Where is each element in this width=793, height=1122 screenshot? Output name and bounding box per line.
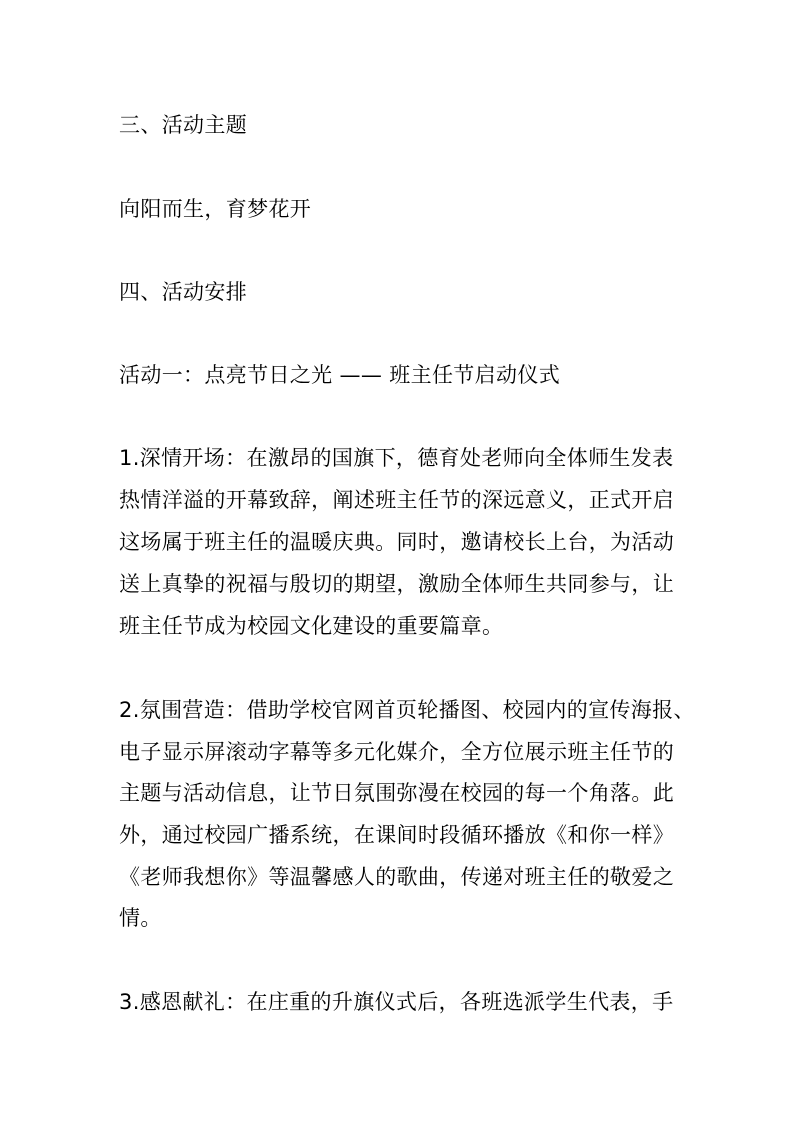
paragraph-1-line: 热情洋溢的开幕致辞，阐述班主任节的深远意义，正式开启 <box>119 488 675 512</box>
paragraph-2-line: 电子显示屏滚动字幕等多元化媒介，全方位展示班主任节的 <box>119 740 675 764</box>
section-heading-arrangement: 四、活动安排 <box>119 280 248 304</box>
paragraph-2-line: 外，通过校园广播系统，在课间时段循环播放《和你一样》 <box>119 823 675 847</box>
paragraph-2-line: 《老师我想你》等温馨感人的歌曲，传递对班主任的敬爱之 <box>119 865 675 889</box>
paragraph-2-line: 主题与活动信息，让节日氛围弥漫在校园的每一个角落。此 <box>119 781 675 805</box>
paragraph-2-line: 2.氛围营造：借助学校官网首页轮播图、校园内的宣传海报、 <box>119 698 695 722</box>
theme-text: 向阳而生，育梦花开 <box>119 197 312 221</box>
section-heading-theme: 三、活动主题 <box>119 113 248 137</box>
activity-one-title: 活动一：点亮节日之光 —— 班主任节启动仪式 <box>119 363 561 387</box>
paragraph-1-line: 送上真挚的祝福与殷切的期望，激励全体师生共同参与，让 <box>119 572 675 596</box>
paragraph-2-line: 情。 <box>119 906 162 930</box>
paragraph-1-line: 班主任节成为校园文化建设的重要篇章。 <box>119 614 504 638</box>
paragraph-1-line: 1.深情开场：在激昂的国旗下，德育处老师向全体师生发表 <box>119 446 674 470</box>
paragraph-3-line: 3.感恩献礼：在庄重的升旗仪式后，各班选派学生代表，手 <box>119 990 674 1014</box>
paragraph-1-line: 这场属于班主任的温暖庆典。同时，邀请校长上台，为活动 <box>119 530 675 554</box>
